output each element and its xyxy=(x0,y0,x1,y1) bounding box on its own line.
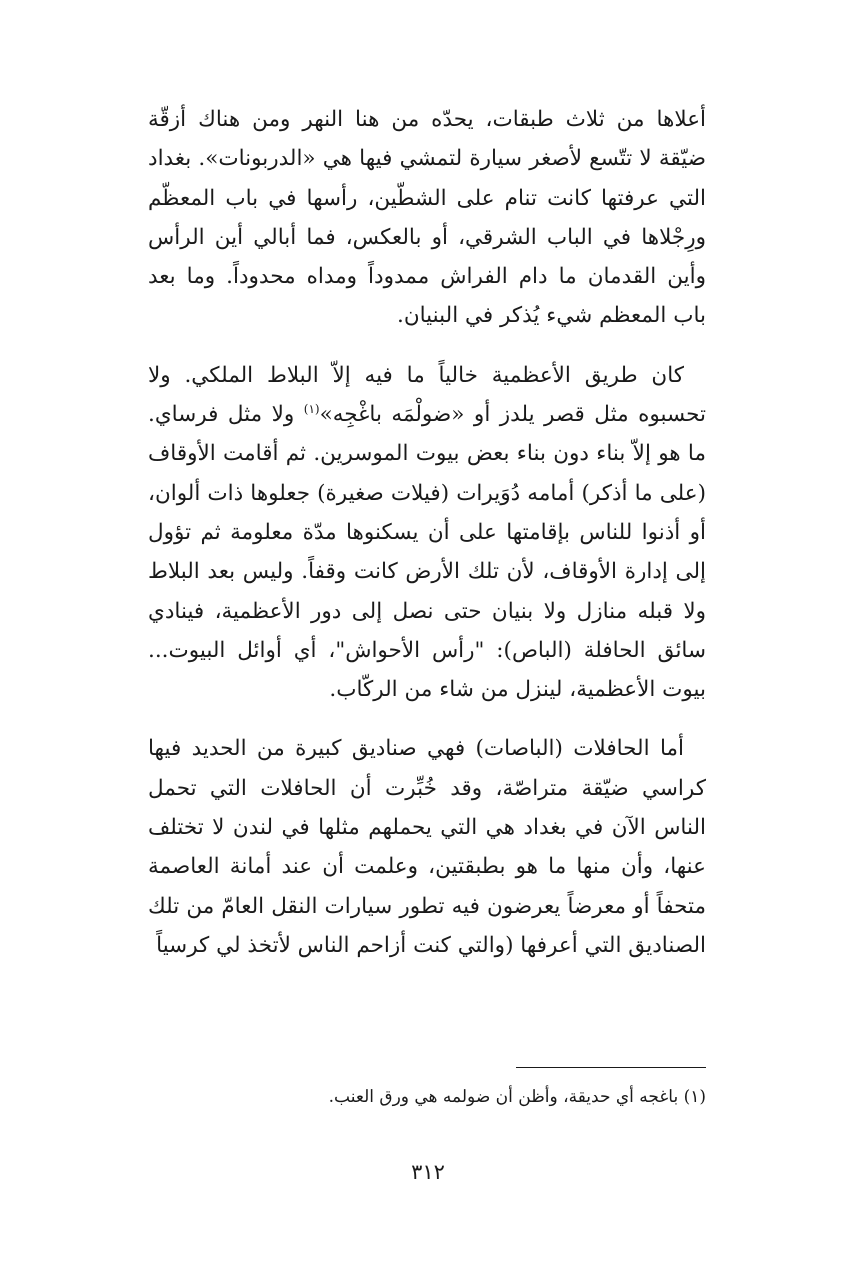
paragraph-2-text-end: ولا مثل فرساي. ما هو إلاّ بناء دون بناء بعض بيوت الموسرين. ثم أقامت الأوقاف (على ما أذكر) أمامه دُوَيرات (فيلات صغيرة) جعلوها ذات ألوان، أو أذنوا للناس بإقامتها على أن يسكنوها مدّة معلومة ثم تؤول إلى إدارة الأوقاف، لأن تلك الأرض كانت وقفاً. وليس بعد البلاط ولا قبله منازل ولا بنيان حتى نصل إلى دور الأعظمية، فينادي سائق الحافلة (الباص): "رأس الأحواش"، أي أوائل البيوت... بيوت الأعظمية، لينزل من شاء من الركّاب. xyxy=(148,402,706,703)
paragraph-2 xyxy=(148,356,706,710)
page-number: ٣١٢ xyxy=(411,1160,445,1184)
footnote-reference: (١) xyxy=(303,401,320,416)
page-body xyxy=(148,100,706,965)
footnote-divider xyxy=(516,1067,706,1068)
paragraph-2-text-start: كان طريق الأعظمية خالياً ما فيه إلاّ البلاط الملكي. ولا تحسبوه مثل قصر يلدز أو «ضولْمَه باغْجِه» xyxy=(148,362,706,428)
paragraph-1: أعلاها من ثلاث طبقات، يحدّه من هنا النهر ومن هناك أزقّة ضيّقة لا تتّسع لأصغر سيارة لتمشي فيها هي «الدربونات». بغداد التي عرفتها كانت تنام على الشطّين، رأسها في باب المعظّم ورِجْلاها في الباب الشرقي، أو بالعكس، فما أبالي أين الرأس وأين القدمان ما دام الفراش ممدوداً ومداه محدوداً. وما بعد باب المعظم شيء يُذكر في البنيان. xyxy=(148,107,706,329)
footnote: (١) باغجه أي حديقة، وأظن أن ضولمه هي ورق العنب. xyxy=(328,1087,706,1107)
paragraph-3: أما الحافلات (الباصات) فهي صناديق كبيرة من الحديد فيها كراسي ضيّقة متراصّة، وقد خُبِّرت أن الحافلات التي تحمل الناس الآن في بغداد هي التي يحملهم مثلها في لندن لا تختلف عنها، وأن منها ما هو بطبقتين، وعلمت أن عند أمانة العاصمة متحفاً أو معرضاً يعرضون فيه تطور سيارات النقل العامّ من تلك الصناديق التي أعرفها (والتي كنت أزاحم الناس لأتخذ لي كرسياً xyxy=(148,736,706,958)
